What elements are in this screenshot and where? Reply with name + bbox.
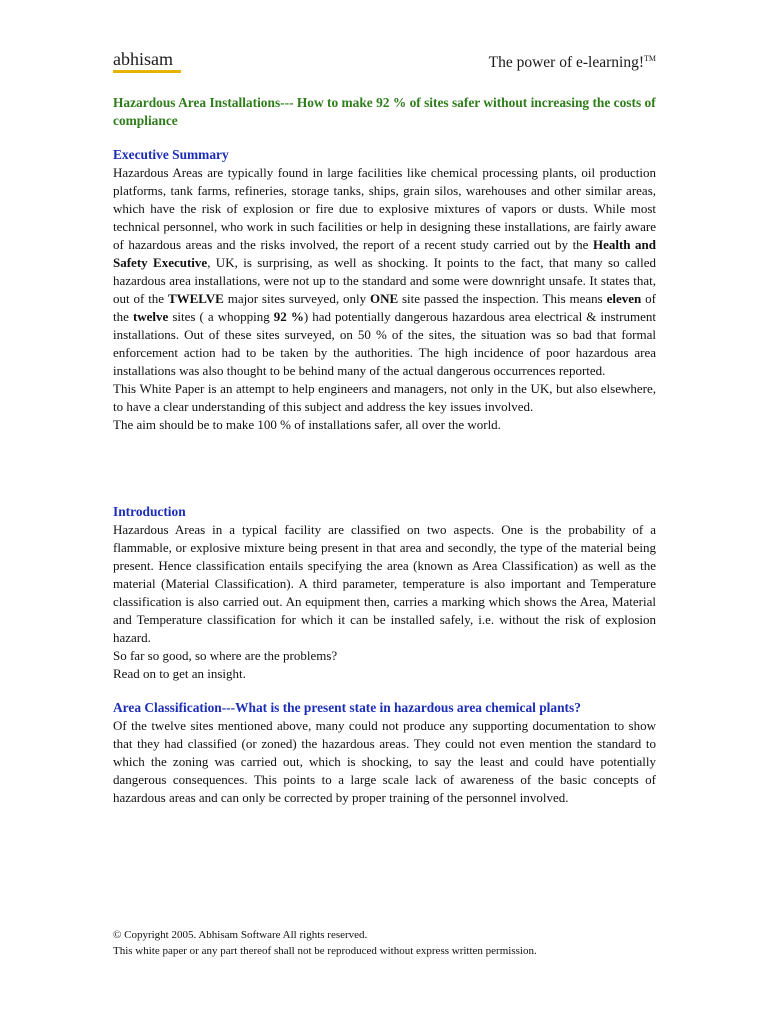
document-title: Hazardous Area Installations--- How to make 92 % of sites safer without increasing the costs of compliance [113, 95, 656, 128]
introduction-heading: Introduction [113, 504, 186, 519]
brand-underline [113, 70, 181, 73]
introduction-paragraph-1: Hazardous Areas in a typical facility are classified on two aspects. One is the probability of a flammable, or explosive mixture being present in that area and secondly, the type of the material being present. Hence classification entails specifying the area (known as Area Classification) as well as the material (Material Classification). A third parameter, temperature is also important and Temperature classification is also carried out. An equipment then, carries a marking which shows the Area, Material and Temperature classification for which it can be installed safely, i.e. without the risk of explosion hazard. [113, 522, 656, 645]
text-run: sites ( a whopping [168, 309, 274, 324]
hse-bold: Health and Safety Executive [113, 237, 656, 270]
page-header [113, 48, 656, 74]
executive-summary-paragraph-1 [113, 164, 656, 380]
eleven-bold: eleven [606, 291, 642, 306]
text-run: of the [113, 291, 656, 324]
introduction-paragraph-3: Read on to get an insight. [113, 666, 246, 681]
page-footer [113, 927, 656, 959]
text-run: major sites surveyed, only [223, 291, 370, 306]
introduction-paragraph-2: So far so good, so where are the problems? [113, 648, 338, 663]
tagline-text: The power of e-learning! [488, 54, 644, 72]
text-run: , UK, is surprising, as well as shocking. It points to the fact, that many so called hazardous area installations, were not up to the standard and some were downright unsafe. It states that, out of the [113, 255, 656, 306]
area-classification-heading: Area Classification---What is the present state in hazardous area chemical plants? [113, 700, 581, 715]
copyright-notice: © Copyright 2005. Abhisam Software All rights reserved. [113, 929, 368, 941]
section-executive-summary [113, 146, 656, 434]
reproduction-notice: This white paper or any part thereof shall not be reproduced without express written permission. [113, 945, 537, 957]
executive-summary-paragraph-3: The aim should be to make 100 % of installations safer, all over the world. [113, 417, 501, 432]
area-classification-paragraph-1: Of the twelve sites mentioned above, many could not produce any supporting documentation to show that they had classified (or zoned) the hazardous areas. They could not even mention the standard to which the zoning was carried out, which is shocking, to say the least and could have potentially dangerous consequences. This points to a large scale lack of awareness of the basic concepts of hazardous areas and can only be corrected by proper training of the personnel involved. [113, 718, 656, 805]
brand-logo-text: abhisam [113, 49, 173, 69]
executive-summary-paragraph-2: This White Paper is an attempt to help engineers and managers, not only in the UK, but also elsewhere, to have a clear understanding of this subject and address the key issues involved. [113, 381, 656, 414]
section-introduction [113, 503, 656, 683]
tagline [489, 49, 656, 73]
twelve-bold: twelve [132, 309, 169, 324]
percent-bold: 92 % [273, 309, 304, 324]
section-area-classification [113, 699, 656, 807]
trademark-mark: TM [644, 54, 656, 63]
executive-summary-heading: Executive Summary [113, 147, 229, 162]
text-run: ) had potentially dangerous hazardous area electrical & instrument installations. Out of these sites surveyed, on 50 % of the sites, the situation was so bad that formal enforcement action had to be taken by the authorities. The high incidence of poor hazardous area installations was also thought to be behind many of the actual dangerous occurrences reported. [113, 309, 656, 378]
text-run: Hazardous Areas are typically found in large facilities like chemical processing plants, oil production platforms, tank farms, refineries, storage tanks, ships, grain silos, warehouses and other similar areas, which have the risk of explosion or fire due to explosive mixtures of vapors or dusts. While most technical personnel, who work in such facilities or help in designing these installations, are fairly aware of hazardous areas and the risks involved, the report of a recent study carried out by the [113, 165, 656, 252]
twelve-caps-bold: TWELVE [167, 291, 224, 306]
one-bold: ONE [369, 291, 399, 306]
text-run: site passed the inspection. This means [398, 291, 607, 306]
